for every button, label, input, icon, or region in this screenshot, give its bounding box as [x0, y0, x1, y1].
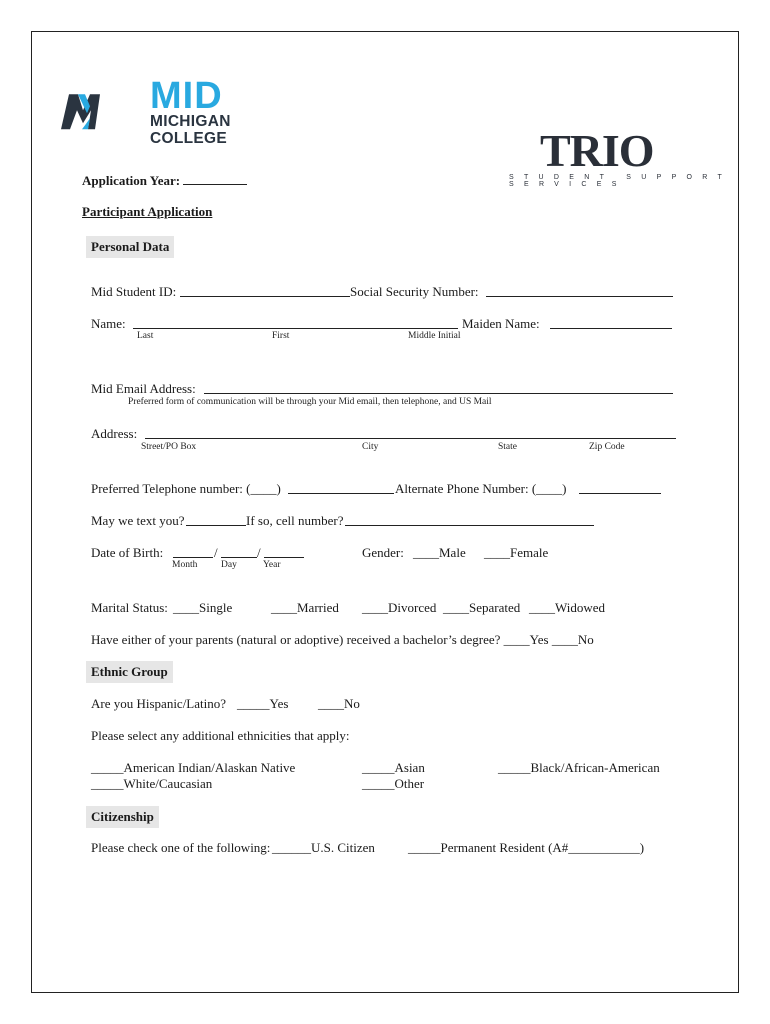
- ssn-label: Social Security Number:: [350, 284, 479, 299]
- eth-other-option[interactable]: _____Other: [362, 776, 425, 791]
- addr-sub-street: Street/PO Box: [141, 442, 197, 452]
- alt-phone-label: Alternate Phone Number: (____): [395, 481, 567, 496]
- marital-separated-option[interactable]: ____Separated: [443, 600, 521, 615]
- marital-married-option[interactable]: ____Married: [271, 600, 339, 615]
- gender-male-option[interactable]: ____Male: [413, 545, 466, 560]
- mid-logo-michigan: MICHIGAN: [150, 113, 231, 130]
- marital-divorced-option[interactable]: ____Divorced: [362, 600, 437, 615]
- mid-michigan-m-logo: [60, 76, 150, 148]
- dob-label: Date of Birth:: [91, 545, 164, 560]
- eth-asian-option[interactable]: _____Asian: [362, 760, 425, 775]
- cell-field[interactable]: [345, 525, 594, 526]
- text-label: May we text you?: [91, 513, 185, 528]
- dob-month-field[interactable]: [173, 557, 213, 558]
- application-title: Participant Application: [82, 204, 213, 219]
- trio-logo-tagline: STUDENT SUPPORT SERVICES: [509, 174, 732, 188]
- email-field[interactable]: [204, 393, 673, 394]
- citizenship-question: Please check one of the following:: [91, 840, 271, 855]
- hispanic-no-option[interactable]: ____No: [318, 696, 360, 711]
- cell-label: If so, cell number?: [246, 513, 344, 528]
- marital-label: Marital Status:: [91, 600, 168, 615]
- name-sub-middle: Middle Initial: [408, 331, 461, 341]
- hispanic-yes-option[interactable]: _____Yes: [237, 696, 289, 711]
- trio-logo-word: TRIO: [540, 125, 654, 176]
- address-field[interactable]: [145, 438, 676, 439]
- dob-sub-day: Day: [221, 560, 237, 570]
- application-year-blank[interactable]: [183, 174, 247, 185]
- pref-phone-label: Preferred Telephone number: (____): [91, 481, 281, 496]
- text-field[interactable]: [186, 525, 246, 526]
- mid-logo-word: MID: [150, 75, 223, 117]
- name-label: Name:: [91, 316, 126, 331]
- addr-sub-zip: Zip Code: [589, 442, 625, 452]
- marital-single-option[interactable]: ____Single: [173, 600, 233, 615]
- addr-sub-city: City: [362, 442, 379, 452]
- gender-female-option[interactable]: ____Female: [484, 545, 549, 560]
- name-sub-last: Last: [137, 331, 154, 341]
- dob-day-field[interactable]: [221, 557, 257, 558]
- parents-degree-question[interactable]: Have either of your parents (natural or adoptive) received a bachelor’s degree? ____Yes ____No: [91, 632, 594, 647]
- ssn-field[interactable]: [486, 296, 673, 297]
- eth-black-option[interactable]: _____Black/African-American: [498, 760, 660, 775]
- mid-logo-college: COLLEGE: [150, 130, 228, 147]
- application-year-label: Application Year:: [82, 173, 181, 188]
- marital-widowed-option[interactable]: ____Widowed: [529, 600, 606, 615]
- section-personal-data: Personal Data: [86, 236, 174, 258]
- dob-year-field[interactable]: [264, 557, 304, 558]
- application-year-row: [82, 173, 247, 189]
- address-label: Address:: [91, 426, 138, 441]
- student-id-label: Mid Student ID:: [91, 284, 177, 299]
- dob-slash-2: /: [257, 545, 261, 560]
- dob-sub-year: Year: [263, 560, 281, 570]
- section-ethnic-group: Ethnic Group: [86, 661, 173, 683]
- alt-phone-field[interactable]: [579, 493, 661, 494]
- pref-phone-field[interactable]: [288, 493, 394, 494]
- dob-sub-month: Month: [172, 560, 198, 570]
- cit-us-option[interactable]: ______U.S. Citizen: [272, 840, 375, 855]
- hispanic-question: Are you Hispanic/Latino?: [91, 696, 227, 711]
- maiden-name-field[interactable]: [550, 328, 672, 329]
- addr-sub-state: State: [498, 442, 517, 452]
- gender-label: Gender:: [362, 545, 404, 560]
- dob-slash-1: /: [214, 545, 218, 560]
- email-label: Mid Email Address:: [91, 381, 196, 396]
- eth-white-option[interactable]: _____White/Caucasian: [91, 776, 213, 791]
- additional-ethnicities-question: Please select any additional ethnicities that apply:: [91, 728, 350, 743]
- student-id-field[interactable]: [180, 296, 350, 297]
- name-sub-first: First: [272, 331, 290, 341]
- section-citizenship: Citizenship: [86, 806, 159, 828]
- name-field[interactable]: [133, 328, 458, 329]
- eth-american-indian-option[interactable]: _____American Indian/Alaskan Native: [91, 760, 296, 775]
- email-note: Preferred form of communication will be through your Mid email, then telephone, and US Mail: [128, 397, 492, 407]
- cit-permanent-option[interactable]: _____Permanent Resident (A#___________): [408, 840, 645, 855]
- maiden-name-label: Maiden Name:: [462, 316, 540, 331]
